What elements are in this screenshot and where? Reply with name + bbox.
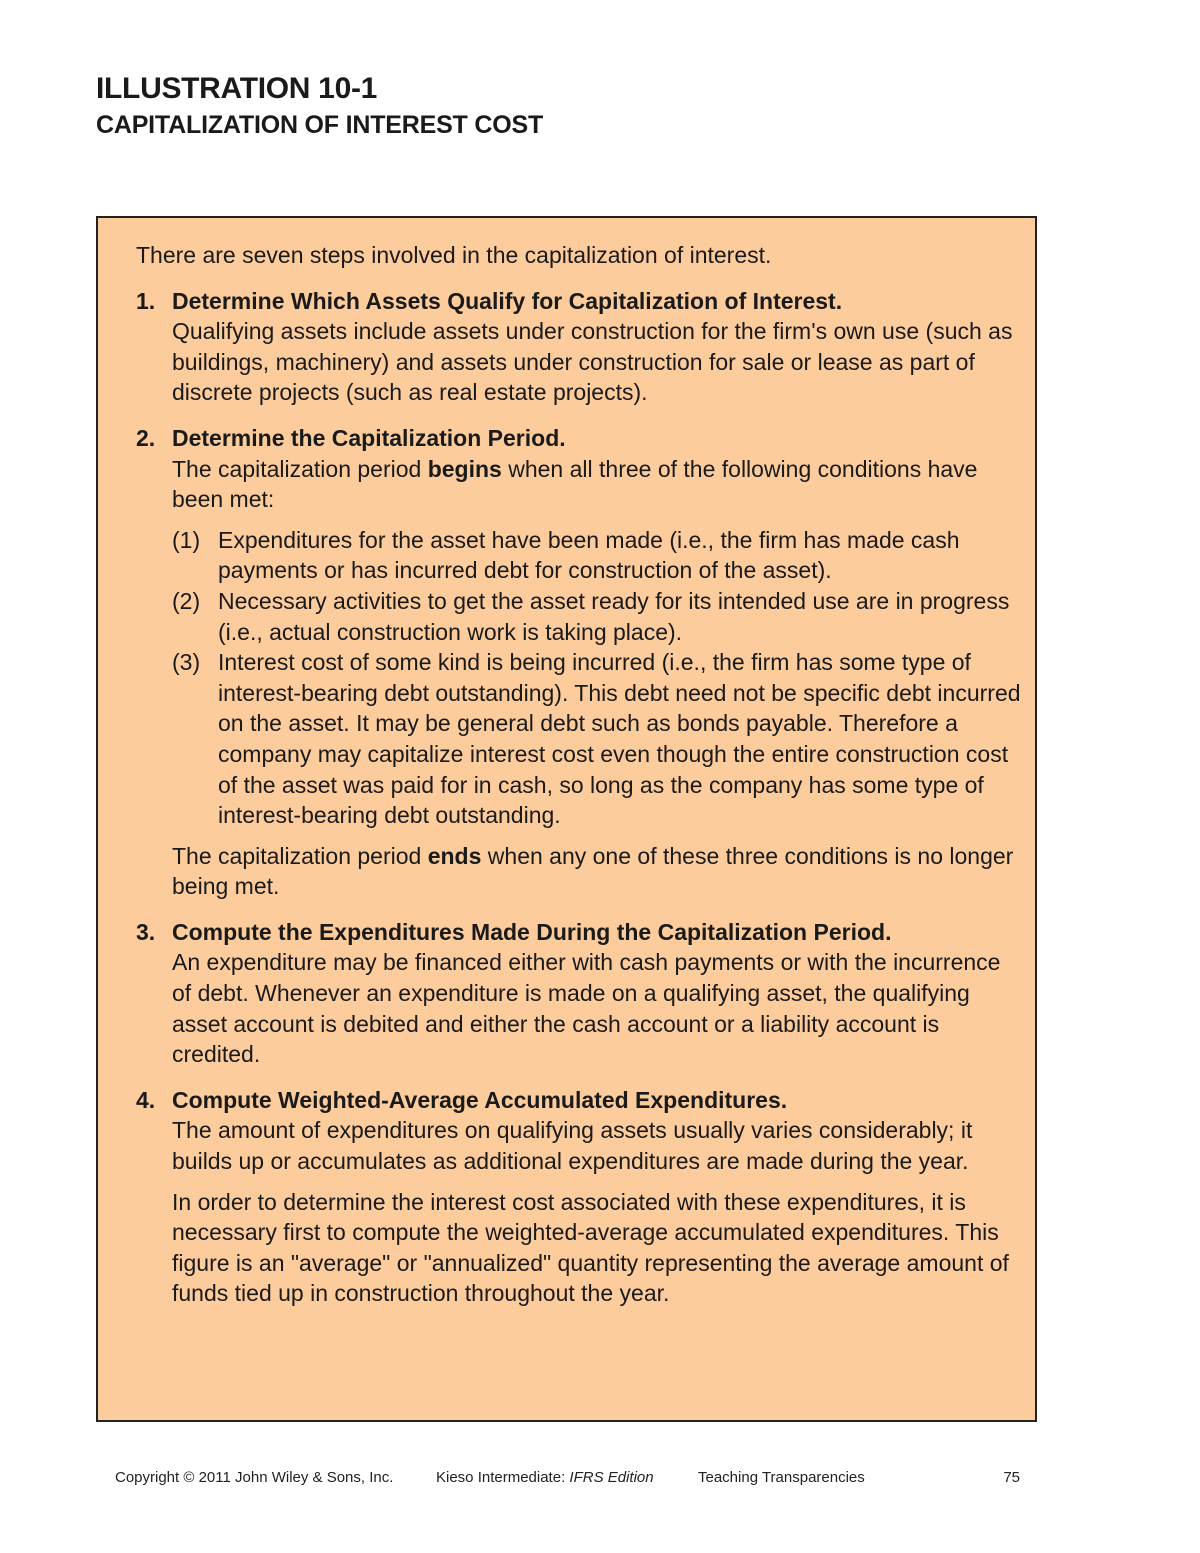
teaching-transparencies-label: Teaching Transparencies xyxy=(698,1469,865,1486)
steps-content xyxy=(136,240,1026,1324)
ends-keyword: ends xyxy=(427,842,482,869)
step-3 xyxy=(136,917,1026,1070)
step-4 xyxy=(136,1085,1026,1309)
condition-item xyxy=(172,525,1026,586)
copyright-text: Copyright © 2011 John Wiley & Sons, Inc. xyxy=(115,1469,394,1486)
condition-item xyxy=(172,647,1026,831)
page-subtitle: CAPITALIZATION OF INTEREST COST xyxy=(96,111,544,139)
begins-post: when all three of the following conditions have been met: xyxy=(172,455,978,513)
step-title: Compute the Expenditures Made During the Capitalization Period. xyxy=(172,918,892,945)
period-ends-text xyxy=(172,841,1026,902)
step-text: An expenditure may be financed either with cash payments or with the incurrence of debt. Whenever an expenditure is made on a qualifying asset, the qualifying asset account is debited and either the cash account or a liability account is credited. xyxy=(172,949,1001,1068)
begins-pre: The capitalization period xyxy=(172,455,428,482)
steps-box xyxy=(96,216,1037,1422)
condition-item xyxy=(172,586,1026,647)
condition-number: (1) xyxy=(172,526,201,553)
condition-text: Necessary activities to get the asset ready for its intended use are in progress (i.e., actual construction work is taking place). xyxy=(218,587,1010,645)
step-number: 2. xyxy=(136,424,156,451)
step-number: 4. xyxy=(136,1086,156,1113)
condition-text: Interest cost of some kind is being incurred (i.e., the firm has some type of interest-bearing debt outstanding). This debt need not be specific debt incurred on the asset. It may be general debt such as bonds payable. Therefore a company may capitalize interest cost even though the entire construction cost of the asset was paid for in cash, so long as the company has some type of interest-bearing debt outstanding. xyxy=(218,649,1021,829)
book-prefix: Kieso Intermediate: xyxy=(436,1469,570,1486)
conditions-list xyxy=(172,525,1026,831)
condition-number: (3) xyxy=(172,649,201,676)
step-number: 1. xyxy=(136,287,156,314)
begins-keyword: begins xyxy=(427,455,502,482)
page-header xyxy=(96,72,543,140)
step-title: Determine the Capitalization Period. xyxy=(172,424,566,451)
step-text: The amount of expenditures on qualifying assets usually varies considerably; it builds up or accumulates as additional expenditures are made during the year. xyxy=(172,1117,973,1175)
step-1 xyxy=(136,286,1026,408)
step-title: Determine Which Assets Qualify for Capitalization of Interest. xyxy=(172,287,843,314)
step-2 xyxy=(136,423,1026,902)
step-title: Compute Weighted-Average Accumulated Expenditures. xyxy=(172,1086,788,1113)
intro-text: There are seven steps involved in the capitalization of interest. xyxy=(136,242,772,268)
page-title: ILLUSTRATION 10-1 xyxy=(96,72,378,105)
period-begins-text xyxy=(172,454,1026,515)
condition-number: (2) xyxy=(172,587,201,614)
book-edition: IFRS Edition xyxy=(569,1469,654,1486)
condition-text: Expenditures for the asset have been made (i.e., the firm has made cash payments or has incurred debt for construction of the asset). xyxy=(218,526,960,584)
step-text: Qualifying assets include assets under construction for the firm's own use (such as buildings, machinery) and assets under construction for sale or lease as part of discrete projects (such as real estate projects). xyxy=(172,318,1013,406)
ends-pre: The capitalization period xyxy=(172,842,428,869)
step-number: 3. xyxy=(136,918,156,945)
step-text-2: In order to determine the interest cost associated with these expenditures, it is necessary first to compute the weighted-average accumulated expenditures. This figure is an "average" or "annualized" quantity representing the average amount of funds tied up in construction throughout the year. xyxy=(172,1188,1009,1307)
page-number: 75 xyxy=(1003,1469,1020,1486)
book-title xyxy=(436,1469,654,1486)
ends-post: when any one of these three conditions is no longer being met. xyxy=(172,842,1014,900)
